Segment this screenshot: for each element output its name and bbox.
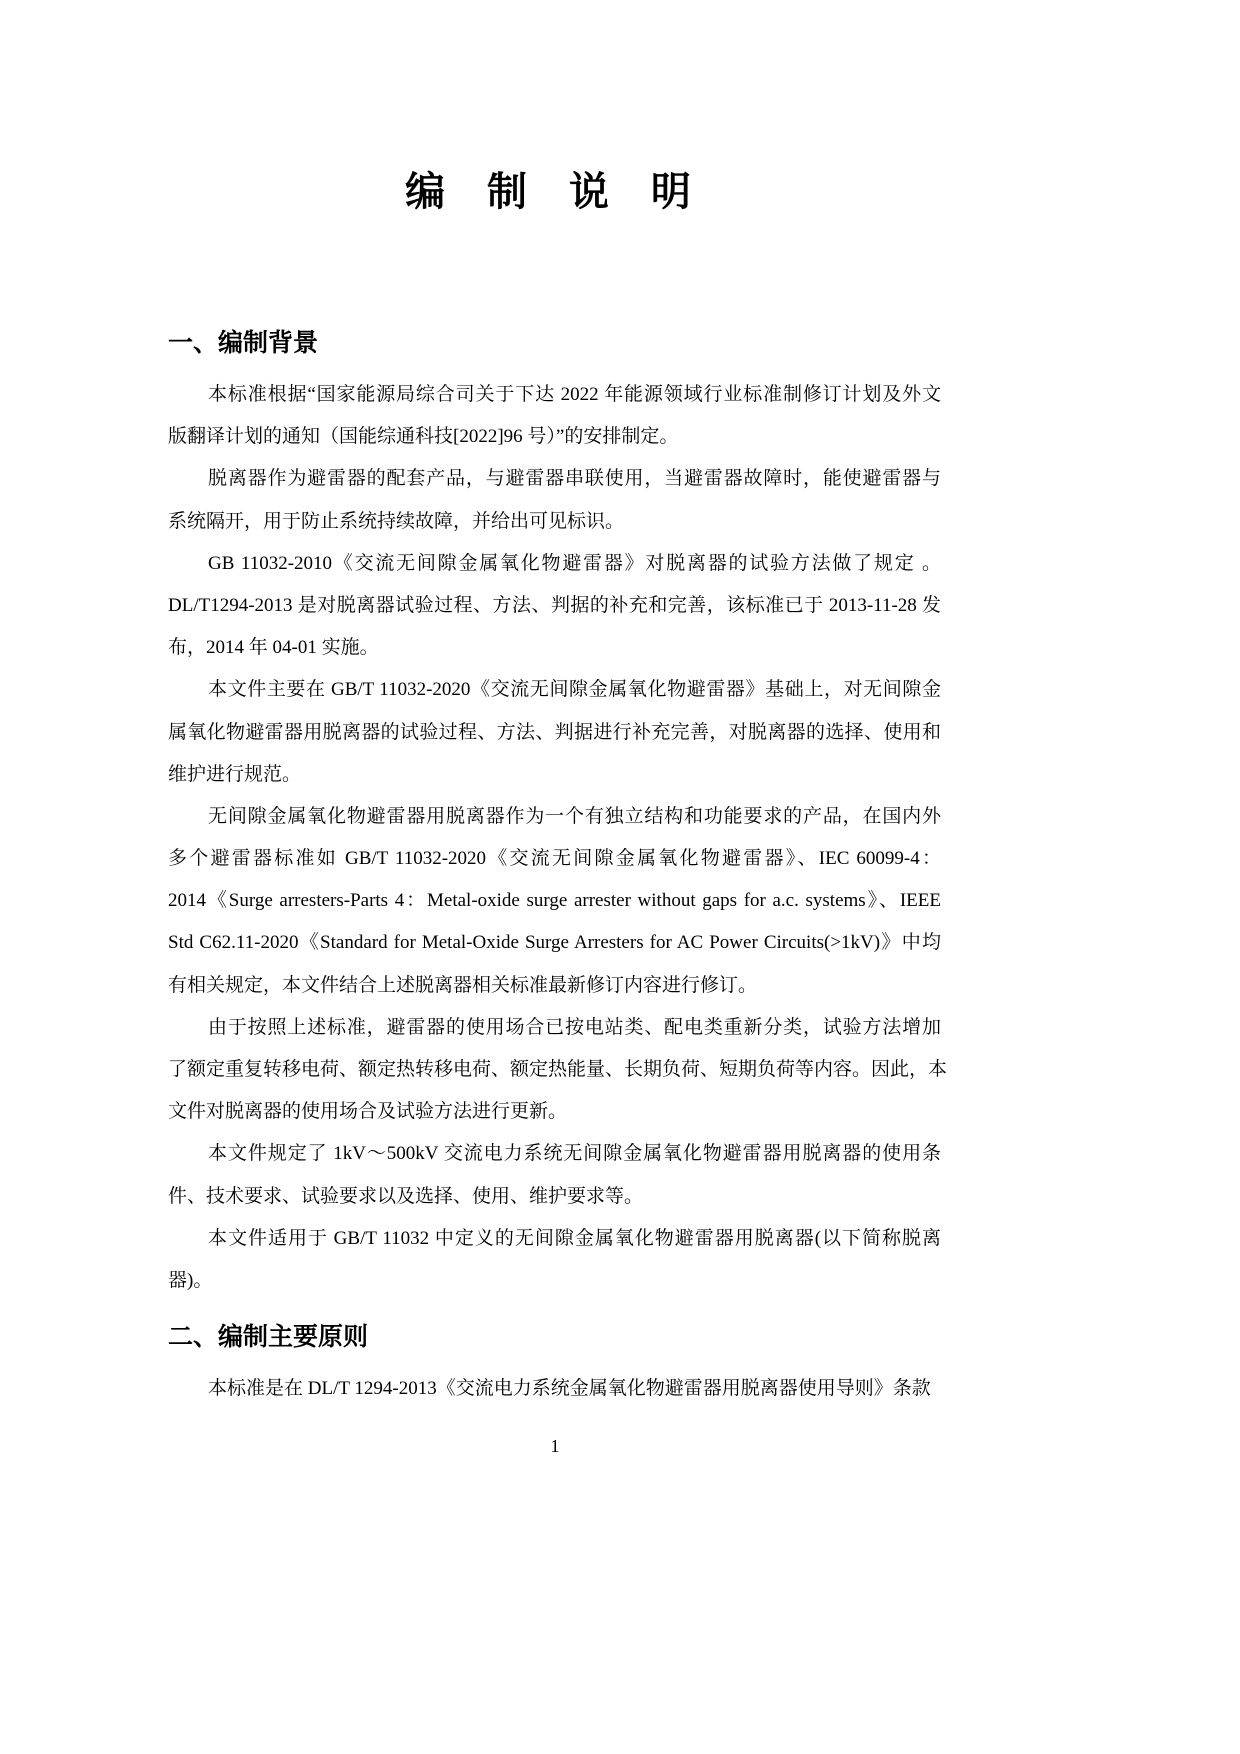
text-line: 维护进行规范。: [168, 763, 302, 785]
section-heading: 一、编制背景: [168, 328, 319, 357]
text-line: 本文件主要在 GB/T 11032-2020《交流无间隙金属氧化物避雷器》基础上，对无间隙金: [208, 679, 941, 701]
paragraph: [168, 374, 941, 458]
text-line: 系统隔开，用于防止系统持续故障，并给出可见标识。: [168, 510, 625, 532]
page-number: 1: [550, 1436, 560, 1456]
text-line: 文件对脱离器的使用场合及试验方法进行更新。: [168, 1101, 568, 1123]
text-line: 有相关规定，本文件结合上述脱离器相关标准最新修订内容进行修订。: [168, 974, 758, 996]
text-line: GB 11032-2010《交流无间隙金属氧化物避雷器》对脱离器的试验方法做了规定 。: [208, 552, 941, 574]
paragraph: [168, 543, 941, 670]
paragraph: [168, 458, 941, 542]
text-line: 本文件规定了 1kV～500kV 交流电力系统无间隙金属氧化物避雷器用脱离器的使用条: [208, 1143, 941, 1165]
text-line: 本标准根据“国家能源局综合司关于下达 2022 年能源领域行业标准制修订计划及外文: [208, 384, 941, 405]
text-line: 2014《Surge arresters-Parts 4：Metal-oxide surge arrester without gaps for a.c. systems》、IEEE: [168, 890, 941, 912]
text-line: 件、技术要求、试验要求以及选择、使用、维护要求等。: [168, 1185, 644, 1207]
text-line: 脱离器作为避雷器的配套产品，与避雷器串联使用，当避雷器故障时，能使避雷器与: [208, 468, 941, 490]
document-body: [168, 318, 948, 1410]
paragraph: [168, 1007, 948, 1134]
text-line: Std C62.11-2020《Standard for Metal-Oxide Surge Arresters for AC Power Circuits(>1kV)》中均: [168, 932, 941, 954]
paragraph: [168, 669, 941, 796]
text-line: 了额定重复转移电荷、额定热转移电荷、额定热能量、长期负荷、短期负荷等内容。因此，本: [168, 1059, 948, 1080]
text-line: DL/T1294-2013 是对脱离器试验过程、方法、判据的补充和完善，该标准已于 2013-11-28 发: [168, 594, 941, 616]
text-line: 属氧化物避雷器用脱离器的试验过程、方法、判据进行补充完善，对脱离器的选择、使用和: [168, 721, 941, 743]
text-line: 本文件适用于 GB/T 11032 中定义的无间隙金属氧化物避雷器用脱离器(以下简称脱离: [208, 1227, 941, 1249]
paragraph: [168, 796, 941, 1007]
document-title: 编 制 说 明: [405, 169, 705, 215]
text-line: 本标准是在 DL/T 1294-2013《交流电力系统金属氧化物避雷器用脱离器使用导则》条款: [208, 1378, 931, 1400]
section-heading: 二、编制主要原则: [168, 1322, 369, 1352]
text-line: 无间隙金属氧化物避雷器用脱离器作为一个有独立结构和功能要求的产品，在国内外: [208, 805, 941, 827]
paragraph: [168, 1133, 941, 1217]
paragraph: [168, 1368, 941, 1410]
text-line: 多个避雷器标准如 GB/T 11032-2020《交流无间隙金属氧化物避雷器》、IEC 60099-4：: [168, 848, 941, 870]
paragraph: [168, 1218, 941, 1302]
text-line: 版翻译计划的通知（国能综通科技[2022]96 号）”的安排制定。: [168, 426, 679, 448]
text-line: 器)。: [168, 1269, 213, 1291]
text-line: 布，2014 年 04-01 实施。: [168, 637, 379, 659]
text-line: 由于按照上述标准，避雷器的使用场合已按电站类、配电类重新分类，试验方法增加: [208, 1016, 941, 1038]
